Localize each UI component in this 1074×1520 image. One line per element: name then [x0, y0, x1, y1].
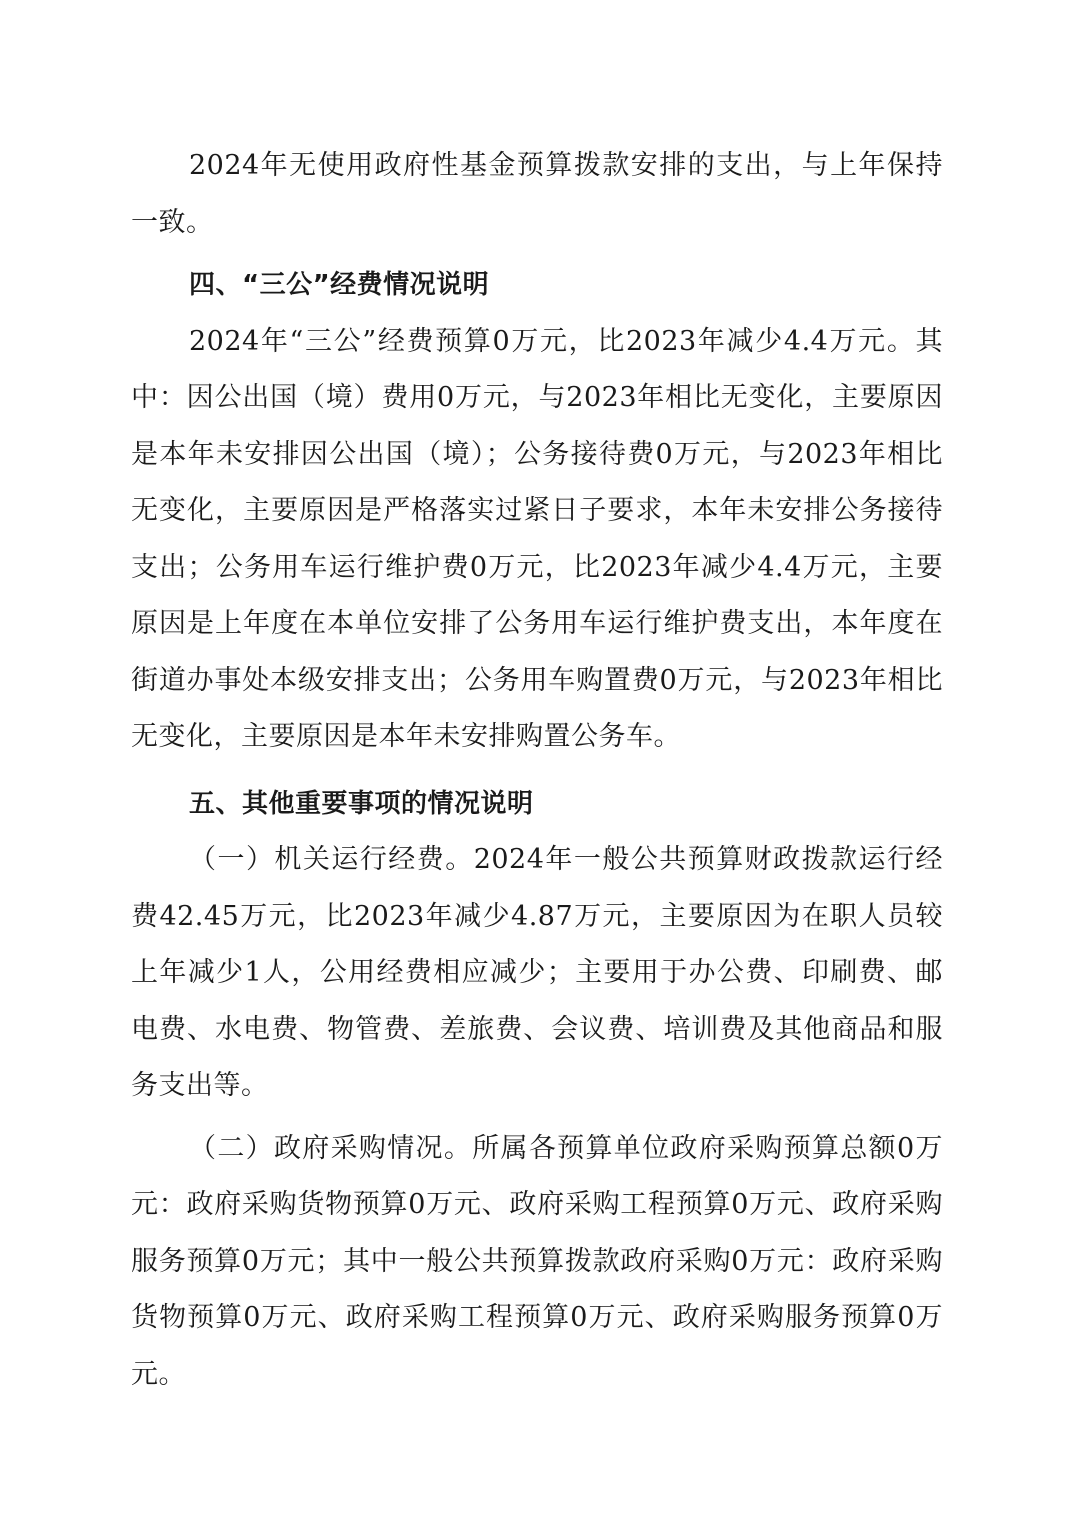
paragraph-government-fund: 2024年无使用政府性基金预算拨款安排的支出，与上年保持一致。: [131, 150, 943, 238]
section-heading-other-matters: 五、其他重要事项的情况说明: [189, 788, 534, 819]
paragraph-three-public-expenses: 2024年“三公”经费预算0万元，比2023年减少4.4万元。其中：因公出国（境）费用0万元，与2023年相比无变化，主要原因是本年未安排因公出国（境）；公务接待费0万元，与2023年相比无变化，主要原因是严格落实过紧日子要求，本年未安排公务接待支出；公务用车运行维护费0万元，比2023年减少4.4万元，主要原因是上年度在本单位安排了公务用车运行维护费支出，本年度在街道办事处本级安排支出；公务用车购置费0万元，与2023年相比无变化，主要原因是本年未安排购置公务车。: [131, 325, 943, 752]
section-heading-three-public-expenses: 四、“三公”经费情况说明: [189, 270, 490, 300]
paragraph-government-procurement: （二）政府采购情况。所属各预算单位政府采购预算总额0万元：政府采购货物预算0万元、政府采购工程预算0万元、政府采购服务预算0万元；其中一般公共预算拨款政府采购0万元：政府采购货物预算0万元、政府采购工程预算0万元、政府采购服务预算0万元。: [131, 1132, 943, 1390]
document-body: [131, 138, 943, 1403]
paragraph-operating-expenses: （一）机关运行经费。2024年一般公共预算财政拨款运行经费42.45万元，比2023年减少4.87万元，主要原因为在职人员较上年减少1人，公用经费相应减少；主要用于办公费、印刷费、邮电费、水电费、物管费、差旅费、会议费、培训费及其他商品和服务支出等。: [131, 844, 943, 1101]
